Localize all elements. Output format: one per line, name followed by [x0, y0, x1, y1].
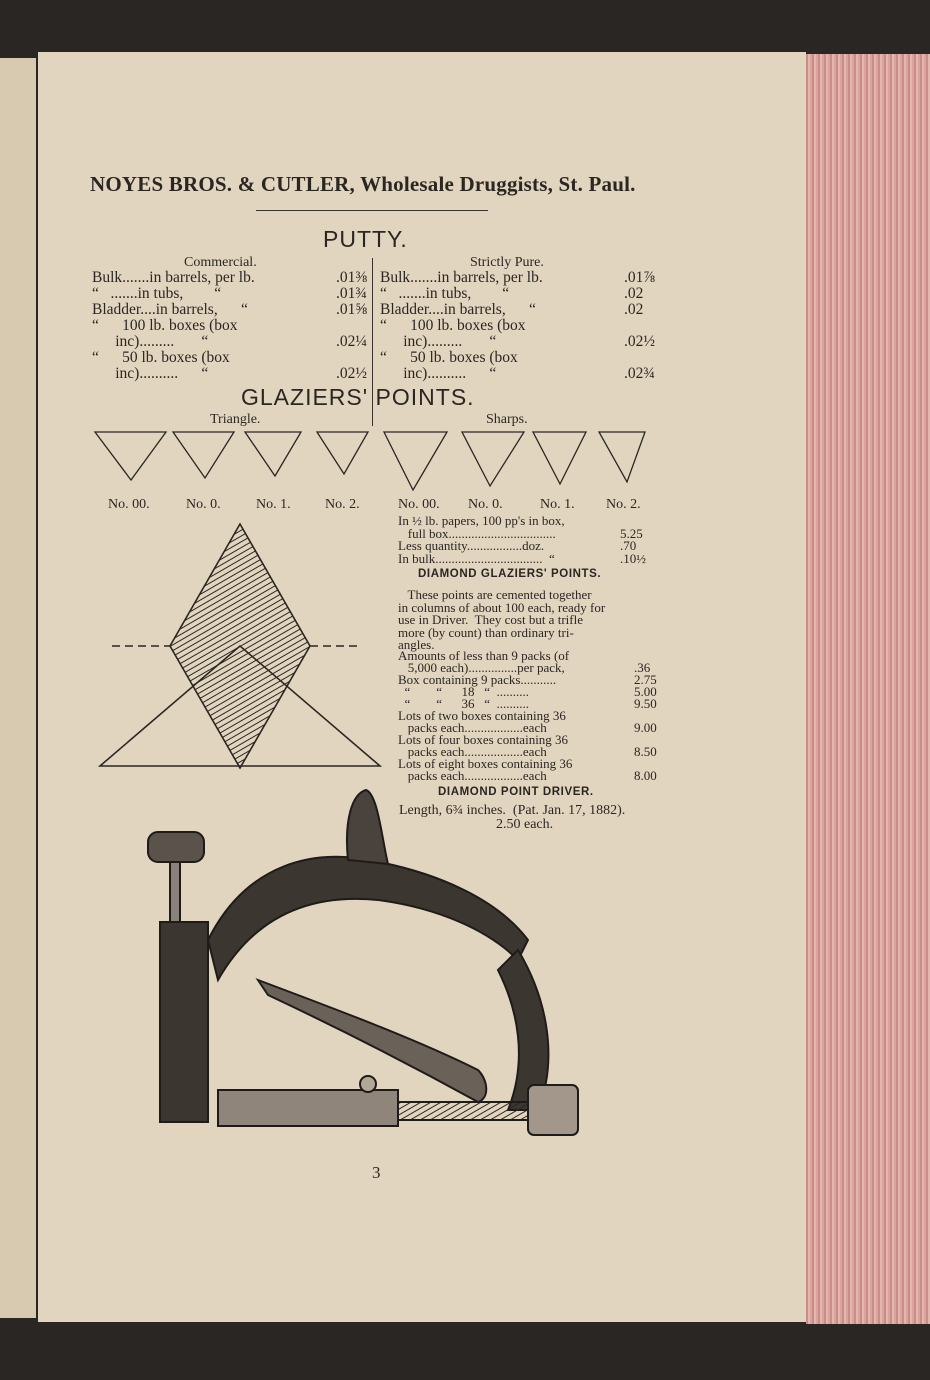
pure-row-text: Bulk.......in barrels, per lb. — [380, 269, 543, 286]
diamond-title: DIAMOND GLAZIERS' POINTS. — [418, 568, 602, 580]
pure-row-price: .02¾ — [624, 365, 655, 382]
header-rule — [256, 210, 488, 211]
triangle-point-0 — [173, 432, 234, 478]
sharps-label-0: No. 0. — [468, 497, 503, 512]
sharp-point-0 — [462, 432, 524, 486]
glaziers-row-text: In ½ lb. papers, 100 pp's in box, — [398, 513, 565, 528]
sharps-heading: Sharps. — [486, 412, 528, 427]
sharp-point-00 — [384, 432, 447, 490]
driver-block — [528, 1085, 578, 1135]
driver-plunger — [170, 862, 180, 922]
sharps-label-1: No. 1. — [540, 497, 575, 512]
diamond-row-price: 8.00 — [634, 768, 657, 783]
diamond-row-text: packs each..................each — [398, 744, 547, 759]
commercial-row-price: .01¾ — [336, 285, 367, 302]
glaziers-title: GLAZIERS' POINTS. — [241, 384, 475, 410]
putty-title: PUTTY. — [323, 226, 408, 252]
diamond-row-text: packs each..................each — [398, 768, 547, 783]
diamond-description-line: These points are cemented together — [398, 587, 592, 602]
commercial-row-text: Bladder....in barrels, “ — [92, 301, 248, 318]
driver-body — [160, 922, 208, 1122]
diamond-row-price: 8.50 — [634, 744, 657, 759]
page-number: 3 — [372, 1163, 381, 1182]
pure-row-text: “ 100 lb. boxes (box — [380, 317, 526, 334]
triangle-point-00 — [95, 432, 166, 480]
diamond-row-text: Amounts of less than 9 packs (of — [398, 648, 570, 663]
diamond-row-price: .36 — [634, 660, 651, 675]
pure-row-text: “ .......in tubs, “ — [380, 285, 510, 302]
triangle-label-1: No. 1. — [256, 497, 291, 512]
commercial-row-price: .02½ — [336, 365, 367, 382]
commercial-row-price: .02¼ — [336, 333, 367, 350]
triangle-point-1 — [245, 432, 301, 476]
driver-arch — [208, 857, 528, 980]
glaziers-row-text: Less quantity.................doz. — [398, 538, 545, 553]
sharp-point-1 — [533, 432, 586, 484]
driver-base — [218, 1090, 398, 1126]
diamond-row-text: Lots of four boxes containing 36 — [398, 732, 569, 747]
sharps-label-2: No. 2. — [606, 497, 641, 512]
pure-heading: Strictly Pure. — [470, 255, 544, 270]
commercial-heading: Commercial. — [184, 255, 257, 270]
glaziers-row-text: full box................................. — [398, 525, 556, 541]
triangle-label-00: No. 00. — [108, 497, 150, 512]
commercial-row-text: inc)......... “ — [92, 333, 209, 350]
pure-row-text: Bladder....in barrels, “ — [380, 301, 536, 318]
triangle-point-2 — [317, 432, 368, 474]
diamond-point-diagram — [98, 520, 398, 780]
point-driver-illustration — [138, 780, 658, 1140]
diamond-row-text: “ “ 36 “ .......... — [398, 696, 530, 711]
glaziers-row-price: .70 — [620, 538, 637, 553]
diamond-row-text: Lots of two boxes containing 36 — [398, 708, 566, 723]
catalog-page — [38, 52, 806, 1322]
glaziers-row-price: 5.25 — [620, 525, 643, 541]
driver-screw — [360, 1076, 376, 1092]
diamond-description-line: angles. — [398, 637, 435, 652]
commercial-row-text: inc).......... “ — [92, 365, 209, 382]
pure-row-text: “ 50 lb. boxes (box — [380, 349, 518, 366]
driver-knob — [148, 832, 204, 862]
driver-spring — [398, 1102, 528, 1120]
diamond-description-line: more (by count) than ordinary tri- — [398, 624, 574, 640]
diamond-row-text: 5,000 each)...............per pack, — [398, 660, 565, 675]
commercial-row-text: Bulk.......in barrels, per lb. — [92, 269, 255, 286]
triangle-label-0: No. 0. — [186, 497, 221, 512]
commercial-row-text: “ 50 lb. boxes (box — [92, 349, 230, 366]
diamond-row-text: packs each..................each — [398, 720, 547, 735]
commercial-row-price: .01⅜ — [336, 269, 367, 286]
pure-row-price: .01⅞ — [624, 269, 655, 286]
glaziers-row-price: .10½ — [620, 550, 646, 566]
diamond-row-price: 9.50 — [634, 696, 657, 711]
pure-row-text: inc)......... “ — [380, 333, 497, 350]
driver-horn — [347, 790, 388, 864]
pure-row-price: .02 — [624, 285, 644, 302]
triangle-label-2: No. 2. — [325, 497, 360, 512]
driver-price: 2.50 each. — [496, 817, 554, 832]
driver-length: Length, 6¾ inches. (Pat. Jan. 17, 1882). — [399, 803, 626, 818]
left-page-edge — [0, 58, 36, 1318]
diamond-description-line: in columns of about 100 each, ready for — [398, 599, 606, 615]
diamond-row-text: Lots of eight boxes containing 36 — [398, 756, 573, 771]
diamond-row-price: 5.00 — [634, 684, 657, 699]
diamond-description-line: use in Driver. They cost but a trifle — [398, 612, 583, 627]
diamond-row-price: 2.75 — [634, 672, 657, 687]
sharps-label-00: No. 00. — [398, 497, 440, 512]
page-edges — [806, 54, 930, 1324]
commercial-row-price: .01⅝ — [336, 301, 367, 318]
glaziers-row-text: In bulk................................. “ — [398, 550, 555, 566]
diamond-row-price: 9.00 — [634, 720, 657, 735]
triangle-heading: Triangle. — [210, 412, 261, 427]
page-header: NOYES BROS. & CUTLER, Wholesale Druggists, St. Paul. — [90, 172, 636, 196]
pure-row-price: .02½ — [624, 333, 655, 350]
diamond-row-text: Box containing 9 packs........... — [398, 672, 557, 687]
driver-title: DIAMOND POINT DRIVER. — [438, 786, 594, 798]
pure-row-text: inc).......... “ — [380, 365, 497, 382]
commercial-row-text: “ 100 lb. boxes (box — [92, 317, 238, 334]
hatched-diamond — [170, 524, 310, 768]
pure-row-price: .02 — [624, 301, 644, 318]
diamond-row-text: “ “ 18 “ .......... — [398, 684, 530, 699]
sharp-point-2 — [599, 432, 645, 482]
commercial-row-text: “ .......in tubs, “ — [92, 285, 222, 302]
